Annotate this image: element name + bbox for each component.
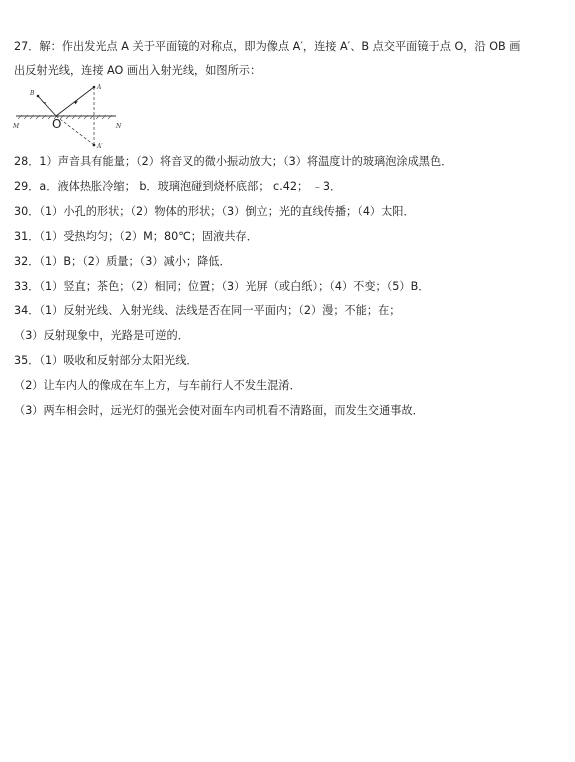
label-b: B [30,90,35,97]
answer-27-line-1: 27．解：作出发光点 A 关于平面镜的对称点，即为像点 A′，连接 A′、B 点交平面镜于点 O，沿 OB 画 [14,40,521,53]
answer-33: 33．（1）竖直；茶色；（2）相同；位置；（3）光屏（或白纸）；（4）不变；（5）B． [14,280,430,293]
answer-35-line-1: 35．（1）吸收和反射部分太阳光线． [14,354,198,367]
answer-28: 28．1）声音具有能量；（2）将音叉的微小振动放大；（3）将温度计的玻璃泡涂成黑色． [14,155,453,168]
reflected-ray [38,96,56,116]
answer-27-line-2: 出反射光线，连接 AO 画出入射光线，如图所示： [14,64,262,77]
label-n: N [116,123,122,130]
incident-ray [56,87,94,116]
mirror-reflection-diagram [12,80,124,152]
label-a: A [97,84,102,91]
answer-35-line-2: （2）让车内人的像成在车上方，与车前行人不发生混淆． [14,379,301,392]
answer-31: 31．（1）受热均匀；（2）M；80℃；固液共存． [14,230,258,243]
label-m: M [13,123,20,130]
answer-34-line-2: （3）反射现象中，光路是可逆的． [14,329,189,342]
label-a-prime: A′ [97,143,103,150]
reflection-svg [12,80,124,152]
point-b [37,95,40,98]
answer-29: 29．a．液体热胀冷缩； b．玻璃泡碰到烧杯底部； c.42； ﹣3． [14,180,342,193]
answer-34-line-1: 34．（1）反射光线、入射光线、法线是否在同一平面内；（2）漫；不能；在； [14,304,401,317]
answer-35-line-3: （3）两车相会时，远光灯的强光会使对面车内司机看不清路面，而发生交通事故． [14,404,424,417]
virtual-extension-line [56,116,94,145]
answer-32: 32．（1）B；（2）质量；（3）减小；降低． [14,255,231,268]
label-o: O [52,117,62,131]
point-a [93,86,96,89]
answer-30: 30．（1）小孔的形状；（2）物体的形状；（3）倒立；光的直线传播；（4）太阳． [14,205,415,218]
point-a-prime [93,144,96,147]
